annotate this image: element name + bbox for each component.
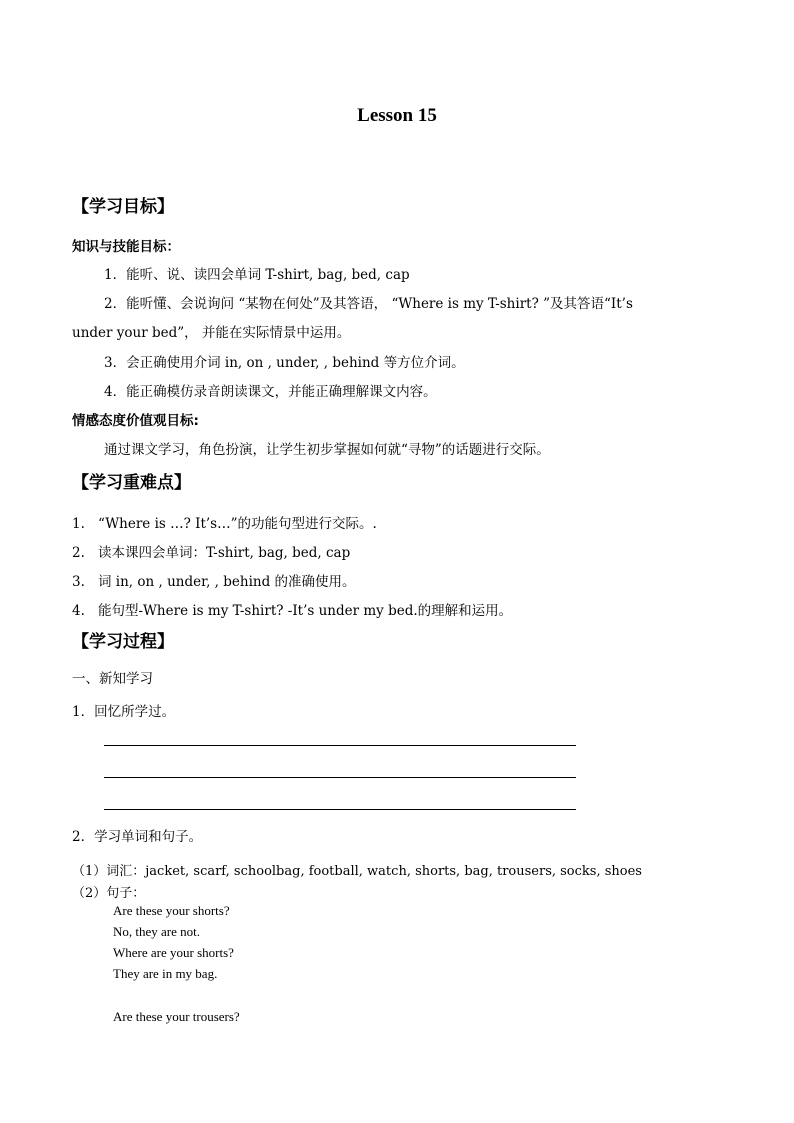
list-item [72,599,512,619]
goal-line: 1．能听、说、读四会单词 T-shirt, bag, bed, cap [104,267,410,283]
list-number: 4. [72,603,85,619]
vocabulary-line: （1）词汇：jacket, scarf, schoolbag, football, watch, shorts, bag, trousers, socks, shoes [72,864,642,879]
list-text: 读本课四会单词：T-shirt, bag, bed, cap [98,545,351,561]
subheading-emotion: 情感态度价值观目标: [72,413,199,429]
sentence-line: They are in my bag. [113,966,218,981]
answer-blank-line[interactable] [104,809,576,810]
answer-blank-line[interactable] [104,777,576,778]
sentence-line: Are these your trousers? [113,1009,240,1024]
sentence-line: No, they are not. [113,924,201,939]
emotion-goal: 通过课文学习，角色扮演，让学生初步掌握如何就“寻物”的话题进行交际。 [104,442,550,458]
list-number: 2. [72,545,85,561]
list-number: 1. [72,516,85,532]
goal-line: 3．会正确使用介词 in, on , under, , behind 等方位介词。 [104,355,465,371]
step-heading: 1．回忆所学过。 [72,704,176,720]
answer-blank-line[interactable] [104,745,576,746]
goal-line: under your bed”， 并能在实际情景中运用。 [72,325,351,341]
section-heading-keypoints: 【学习重难点】 [72,473,191,493]
step-heading: 2．学习单词和句子。 [72,829,203,845]
sentences-label: （2）句子： [72,886,146,901]
list-item [72,570,356,590]
sentence-line: Where are your shorts? [113,945,234,960]
list-number: 3. [72,574,85,590]
list-item [72,512,377,532]
subheading-knowledge-skills: 知识与技能目标： [72,239,180,255]
goal-line: 2．能听懂、会说询问 “某物在何处”及其答语， “Where is my T-shirt? ”及其答语“It’s [104,296,633,312]
sentence-line: Are these your shorts? [113,903,230,918]
section-heading-goals: 【学习目标】 [72,197,174,217]
goal-line: 4．能正确模仿录音朗读课文，并能正确理解课文内容。 [104,384,437,400]
list-text: 词 in, on , under, , behind 的准确使用。 [98,574,356,590]
list-item [72,541,350,561]
section-heading-process: 【学习过程】 [72,632,174,652]
list-text: “Where is …? It’s…”的功能句型进行交际。. [98,516,377,532]
list-text: 能句型-Where is my T-shirt? -It’s under my bed.的理解和运用。 [98,603,513,619]
part-heading: 一、新知学习 [72,671,153,687]
page-title: Lesson 15 [357,105,437,126]
